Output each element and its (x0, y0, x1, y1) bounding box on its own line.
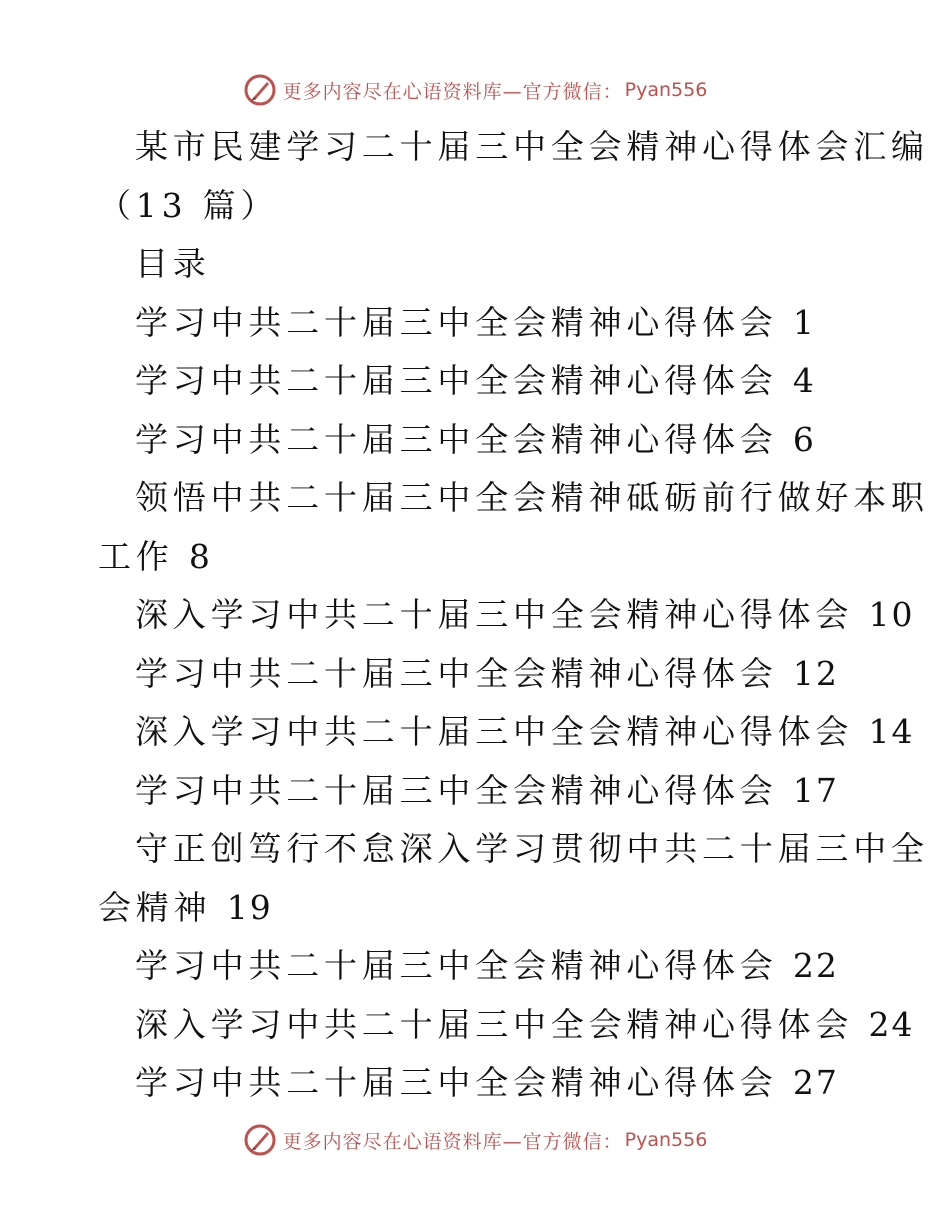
quill-logo-icon (243, 73, 277, 107)
toc-entry (98, 528, 858, 587)
toc-entry-page: 17 (792, 770, 839, 810)
toc-entry (98, 879, 858, 938)
toc-entry-title: 深入学习中共二十届三中全会精神心得体会 (135, 1004, 854, 1044)
toc-entry-title: 学习中共二十届三中全会精神心得体会 (135, 946, 778, 985)
toc-entry (98, 1054, 858, 1113)
watermark-header (0, 70, 950, 110)
toc-entry-page: 14 (868, 712, 915, 751)
toc-entry (98, 645, 858, 704)
toc-entry (98, 411, 858, 470)
toc-entry-page: 8 (188, 536, 212, 576)
toc-entry (98, 762, 858, 821)
document-title: 某市民建学习二十届三中全会精神心得体会汇编 (135, 127, 929, 166)
toc-entry (98, 586, 915, 645)
watermark-handle: Pyan556 (624, 79, 708, 101)
quill-logo-icon (243, 1123, 277, 1157)
toc-entry (98, 352, 858, 411)
watermark-text: 更多内容尽在心语资料库—官方微信： (282, 1130, 623, 1153)
toc-entry-page: 27 (792, 1063, 839, 1102)
toc-entry-title: 学习中共二十届三中全会精神心得体会 (135, 1063, 778, 1102)
toc-entry-page: 4 (792, 361, 816, 400)
toc-entry-page: 19 (226, 887, 273, 927)
toc-entry (98, 996, 915, 1055)
toc-entry-page: 22 (792, 946, 839, 985)
toc-entry-title: 学习中共二十届三中全会精神心得体会 (135, 302, 778, 342)
document-title-count: （13 篇） (98, 185, 279, 225)
toc-entry-title: 工作 (98, 536, 174, 576)
toc-entry-page: 6 (792, 419, 816, 459)
toc-entry-title: 深入学习中共二十届三中全会精神心得体会 (135, 712, 854, 751)
watermark-text: 更多内容尽在心语资料库—官方微信： (282, 80, 623, 103)
toc-entry-title: 学习中共二十届三中全会精神心得体会 (135, 419, 778, 459)
document-body (98, 118, 929, 1113)
toc-entry (98, 294, 858, 353)
toc-entry-title: 守正创笃行不怠深入学习贯彻中共二十届三中全 (135, 829, 929, 868)
toc-heading: 目录 (135, 244, 211, 283)
toc-entry (98, 937, 858, 996)
toc-entry-page: 10 (868, 595, 915, 634)
toc-entry-page: 1 (792, 302, 816, 342)
toc-entry-title: 领悟中共二十届三中全会精神砥砺前行做好本职 (135, 478, 929, 517)
toc-entry-title: 会精神 (98, 887, 212, 927)
toc-entry-title: 学习中共二十届三中全会精神心得体会 (135, 653, 778, 693)
toc-entry-page: 12 (792, 653, 839, 693)
toc-entry-title: 学习中共二十届三中全会精神心得体会 (135, 361, 778, 400)
watermark-handle: Pyan556 (624, 1129, 708, 1151)
toc-entry-title: 学习中共二十届三中全会精神心得体会 (135, 770, 778, 810)
toc-entry (98, 703, 915, 762)
toc-entry-page: 24 (868, 1004, 915, 1044)
toc-entry-title: 深入学习中共二十届三中全会精神心得体会 (135, 595, 854, 634)
watermark-footer (0, 1120, 950, 1160)
